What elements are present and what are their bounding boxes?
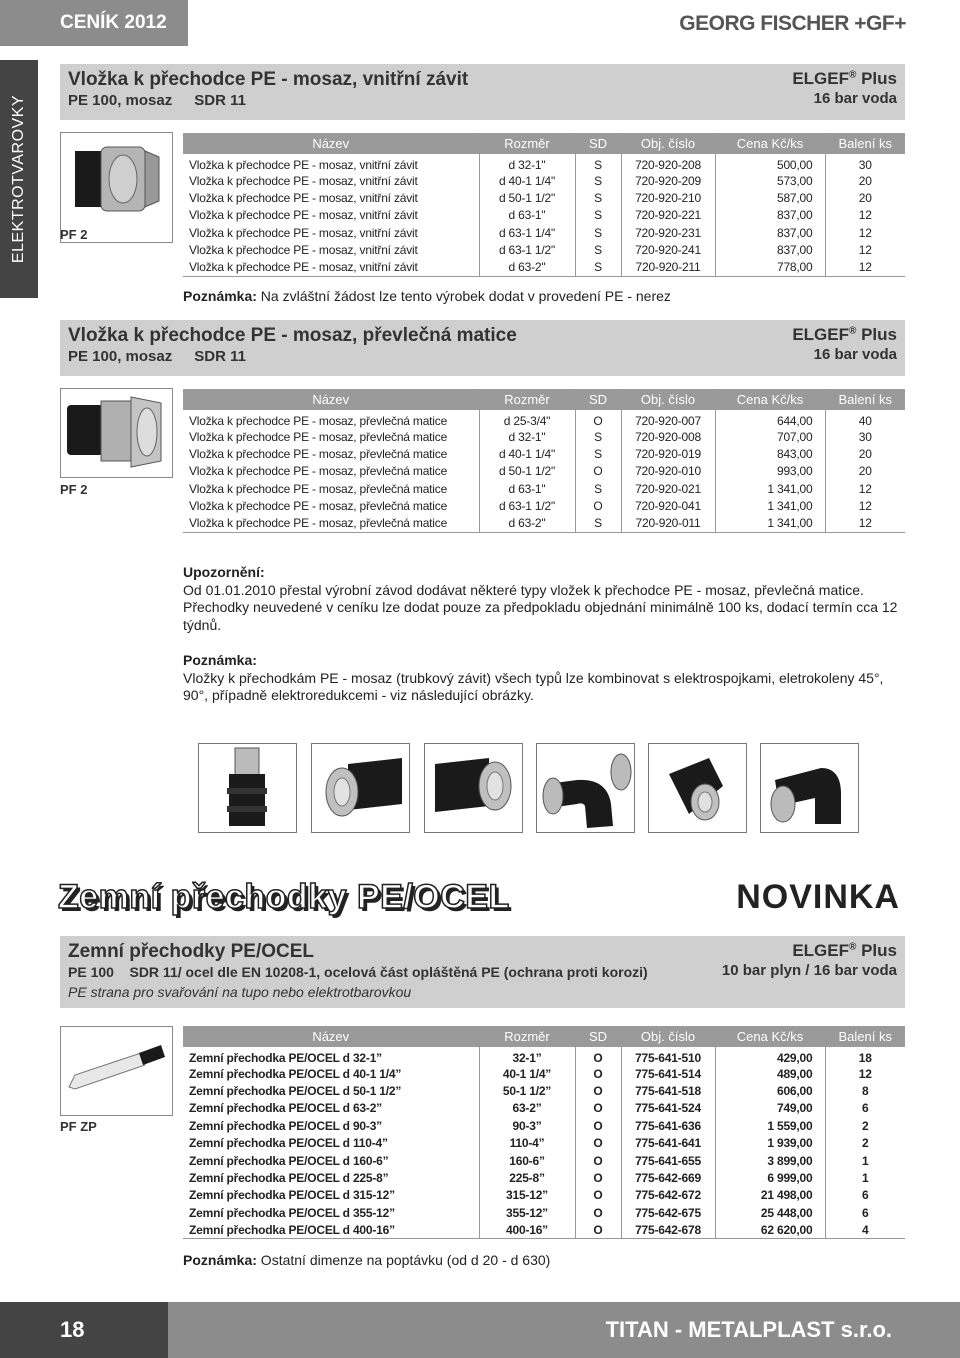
cell-name: Vložka k přechodce PE - mosaz, převlečná matice <box>189 414 448 428</box>
cell-size: d 25-3/4" <box>479 410 575 428</box>
cell-pack: 20 <box>825 445 905 462</box>
cell-name: Vložka k přechodce PE - mosaz, převlečná matice <box>189 516 448 531</box>
table-row <box>183 207 905 224</box>
cell-sd: S <box>575 445 621 462</box>
brand-logo-text: GEORG FISCHER +GF+ <box>679 12 906 35</box>
cell-size: 160-6” <box>479 1152 575 1169</box>
table-row <box>183 410 905 428</box>
cell-price: 606,00 <box>715 1082 825 1099</box>
cell-order-no: 775-642-678 <box>621 1222 715 1239</box>
table-row <box>183 1187 905 1204</box>
table-header-row <box>183 1026 905 1047</box>
pf-code: PF ZP <box>60 1119 97 1134</box>
section-header-1 <box>60 64 905 120</box>
col-pack: Balení ks <box>825 133 905 154</box>
cell-size: 50-1 1/2” <box>479 1082 575 1099</box>
cell-name: Zemní přechodka PE/OCEL d 160-6” <box>189 1153 389 1168</box>
pressure-label: 16 bar voda <box>813 346 897 363</box>
cell-pack: 8 <box>825 1082 905 1099</box>
cell-name: Vložka k přechodce PE - mosaz, převlečná matice <box>189 464 448 479</box>
cell-order-no: 720-920-211 <box>621 259 715 276</box>
table-row <box>183 1047 905 1065</box>
cell-pack: 30 <box>825 154 905 172</box>
cell-size: d 63-1" <box>479 480 575 497</box>
note-1: Poznámka: Na zvláštní žádost lze tento výrobek dodat v provedení PE - nerez <box>183 288 671 304</box>
cell-pack: 6 <box>825 1100 905 1117</box>
cell-order-no: 775-641-518 <box>621 1082 715 1099</box>
cell-size: d 32-1" <box>479 154 575 172</box>
note-2-block <box>183 652 903 705</box>
table-row <box>183 498 905 515</box>
col-sd: SD <box>575 1026 621 1047</box>
warning-text: Od 01.01.2010 přestal výrobní závod dodávat některé typy vložek k přechodce PE - mosaz, převlečná matice. Přechodky neuvedené v ceníku lze dodat pouze za předpokladu objednání minimálně 100 ks, dodací termín cca 12 týdnů. <box>183 581 898 633</box>
cell-pack: 12 <box>825 515 905 532</box>
table-row <box>183 1135 905 1152</box>
cell-size: 315-12” <box>479 1187 575 1204</box>
col-order-no: Obj. číslo <box>621 389 715 410</box>
cell-order-no: 720-920-231 <box>621 224 715 241</box>
col-size: Rozměr <box>479 389 575 410</box>
cell-price: 3 899,00 <box>715 1152 825 1169</box>
cell-pack: 40 <box>825 410 905 428</box>
new-badge: NOVINKA <box>736 878 900 916</box>
elgef-plus-label: ELGEF® Plus <box>792 69 897 88</box>
cell-order-no: 775-642-672 <box>621 1187 715 1204</box>
cell-price: 993,00 <box>715 463 825 480</box>
section-title: Vložka k přechodce PE - mosaz, vnitřní závit <box>68 69 469 90</box>
cell-name: Vložka k přechodce PE - mosaz, vnitřní závit <box>189 208 418 223</box>
col-name: Název <box>183 1026 479 1047</box>
table-row <box>183 428 905 445</box>
cell-price: 62 620,00 <box>715 1222 825 1239</box>
cell-pack: 12 <box>825 259 905 276</box>
section-title: Vložka k přechodce PE - mosaz, převlečná matice <box>68 325 517 346</box>
cell-order-no: 720-920-210 <box>621 189 715 206</box>
category-label: ELEKTROTVAROVKY <box>10 94 27 264</box>
section-title: Zemní přechodky PE/OCEL <box>68 941 314 962</box>
cell-name: Vložka k přechodce PE - mosaz, vnitřní závit <box>189 191 418 206</box>
cell-pack: 4 <box>825 1222 905 1239</box>
thumb-electro-coupling-vertical <box>198 743 297 833</box>
cell-price: 843,00 <box>715 445 825 462</box>
cell-pack: 12 <box>825 207 905 224</box>
cell-size: d 32-1" <box>479 428 575 445</box>
cell-price: 573,00 <box>715 172 825 189</box>
note-label: Poznámka: <box>183 652 257 668</box>
table-row <box>183 224 905 241</box>
cell-size: d 50-1 1/2" <box>479 463 575 480</box>
cell-pack: 6 <box>825 1204 905 1221</box>
cell-pack: 6 <box>825 1187 905 1204</box>
cell-name: Vložka k přechodce PE - mosaz, převlečná matice <box>189 499 448 514</box>
table-row <box>183 1100 905 1117</box>
table-row <box>183 1222 905 1239</box>
cell-size: d 40-1 1/4" <box>479 172 575 189</box>
cell-size: d 63-2" <box>479 515 575 532</box>
cell-price: 837,00 <box>715 224 825 241</box>
thumb-electro-coupling-thread <box>424 743 523 833</box>
cell-order-no: 720-920-041 <box>621 498 715 515</box>
cell-pack: 2 <box>825 1135 905 1152</box>
elgef-plus-label: ELGEF® Plus <box>792 941 897 960</box>
cell-price: 587,00 <box>715 189 825 206</box>
table-row <box>183 172 905 189</box>
cell-sd: S <box>575 428 621 445</box>
cell-pack: 12 <box>825 242 905 259</box>
cell-size: d 50-1 1/2" <box>479 189 575 206</box>
cell-order-no: 720-920-010 <box>621 463 715 480</box>
price-table-3 <box>183 1026 905 1239</box>
cell-price: 1 341,00 <box>715 515 825 532</box>
section-header-2 <box>60 320 905 376</box>
table-row <box>183 242 905 259</box>
cell-price: 25 448,00 <box>715 1204 825 1221</box>
cell-pack: 1 <box>825 1152 905 1169</box>
cell-sd: O <box>575 1152 621 1169</box>
table-row <box>183 1065 905 1082</box>
cell-name: Zemní přechodka PE/OCEL d 400-16” <box>189 1222 395 1237</box>
pressure-label: 16 bar voda <box>813 90 897 107</box>
cell-size: 40-1 1/4” <box>479 1065 575 1082</box>
footer-bar <box>0 1302 960 1358</box>
category-side-tab <box>0 60 38 298</box>
cell-name: Vložka k přechodce PE - mosaz, vnitřní závit <box>189 225 418 240</box>
table-header-row <box>183 389 905 410</box>
cell-price: 429,00 <box>715 1047 825 1065</box>
cell-sd: O <box>575 1204 621 1221</box>
cell-name: Vložka k přechodce PE - mosaz, vnitřní závit <box>189 158 418 172</box>
cell-name: Zemní přechodka PE/OCEL d 315-12” <box>189 1188 395 1203</box>
cell-price: 500,00 <box>715 154 825 172</box>
page-number: 18 <box>0 1302 168 1358</box>
table-row <box>183 1082 905 1099</box>
cell-pack: 20 <box>825 463 905 480</box>
table-row <box>183 1152 905 1169</box>
section-header-3 <box>60 936 905 1008</box>
col-name: Název <box>183 389 479 410</box>
pf-code: PF 2 <box>60 227 88 242</box>
cell-name: Zemní přechodka PE/OCEL d 110-4” <box>189 1136 388 1151</box>
cell-order-no: 775-641-524 <box>621 1100 715 1117</box>
cell-price: 778,00 <box>715 259 825 276</box>
cell-price: 837,00 <box>715 242 825 259</box>
table-row <box>183 1169 905 1186</box>
cell-sd: O <box>575 1047 621 1065</box>
col-pack: Balení ks <box>825 1026 905 1047</box>
cell-order-no: 775-641-641 <box>621 1135 715 1152</box>
cell-name: Vložka k přechodce PE - mosaz, vnitřní závit <box>189 173 418 188</box>
table-row <box>183 480 905 497</box>
cell-pack: 12 <box>825 480 905 497</box>
cell-order-no: 720-920-011 <box>621 515 715 532</box>
cell-sd: S <box>575 259 621 276</box>
cell-price: 749,00 <box>715 1100 825 1117</box>
product-image-fitting-union-nut <box>60 388 173 478</box>
col-size: Rozměr <box>479 1026 575 1047</box>
cell-name: Vložka k přechodce PE - mosaz, převlečná matice <box>189 481 448 496</box>
cell-size: 90-3” <box>479 1117 575 1134</box>
cell-name: Zemní přechodka PE/OCEL d 32-1” <box>189 1051 382 1065</box>
cell-size: 32-1” <box>479 1047 575 1065</box>
pf-code: PF 2 <box>60 482 88 497</box>
cell-sd: S <box>575 480 621 497</box>
cell-order-no: 775-641-510 <box>621 1047 715 1065</box>
cell-name: Zemní přechodka PE/OCEL d 40-1 1/4” <box>189 1066 402 1081</box>
company-name: TITAN - METALPLAST s.r.o. <box>605 1317 892 1342</box>
col-size: Rozměr <box>479 133 575 154</box>
cell-pack: 18 <box>825 1047 905 1065</box>
cell-order-no: 720-920-021 <box>621 480 715 497</box>
table-row <box>183 463 905 480</box>
price-table-1 <box>183 133 905 277</box>
cell-pack: 2 <box>825 1117 905 1134</box>
section-subtitle: PE 100, mosaz SDR 11 <box>68 92 246 109</box>
col-pack: Balení ks <box>825 389 905 410</box>
cell-price: 21 498,00 <box>715 1187 825 1204</box>
cell-order-no: 720-920-008 <box>621 428 715 445</box>
note-3: Poznámka: Ostatní dimenze na poptávku (od d 20 - d 630) <box>183 1252 551 1268</box>
cell-name: Vložka k přechodce PE - mosaz, převlečná matice <box>189 429 448 444</box>
thumb-electro-coupling-nut <box>311 743 410 833</box>
cell-name: Zemní přechodka PE/OCEL d 63-2” <box>189 1101 382 1116</box>
cell-size: 63-2” <box>479 1100 575 1117</box>
cell-order-no: 775-642-675 <box>621 1204 715 1221</box>
section-subtitle-italic: PE strana pro svařování na tupo nebo elektrotbarovkou <box>68 984 412 1000</box>
warning-block <box>183 564 903 634</box>
table-header-row <box>183 133 905 154</box>
cell-name: Vložka k přechodce PE - mosaz, převlečná matice <box>189 447 448 462</box>
cell-pack: 20 <box>825 189 905 206</box>
cell-name: Zemní přechodka PE/OCEL d 50-1 1/2” <box>189 1084 402 1099</box>
cell-sd: O <box>575 1187 621 1204</box>
col-price: Cena Kč/ks <box>715 133 825 154</box>
cell-sd: O <box>575 1169 621 1186</box>
cell-order-no: 775-641-655 <box>621 1152 715 1169</box>
cell-sd: S <box>575 515 621 532</box>
table-row <box>183 259 905 276</box>
col-sd: SD <box>575 133 621 154</box>
cell-size: d 63-1 1/4" <box>479 224 575 241</box>
thumb-elbow-90-nut <box>760 743 859 833</box>
cell-pack: 12 <box>825 1065 905 1082</box>
elgef-plus-label: ELGEF® Plus <box>792 325 897 344</box>
cell-price: 489,00 <box>715 1065 825 1082</box>
thumb-elbow-45-brass <box>648 743 747 833</box>
cell-sd: O <box>575 410 621 428</box>
cell-pack: 1 <box>825 1169 905 1186</box>
cell-order-no: 775-641-514 <box>621 1065 715 1082</box>
cell-sd: O <box>575 498 621 515</box>
cell-order-no: 775-641-636 <box>621 1117 715 1134</box>
cell-order-no: 720-920-209 <box>621 172 715 189</box>
section-subtitle: PE 100 SDR 11/ ocel dle EN 10208-1, ocelová část opláštěná PE (ochrana proti korozi) <box>68 964 648 980</box>
cell-size: d 63-2" <box>479 259 575 276</box>
cell-sd: O <box>575 1117 621 1134</box>
col-price: Cena Kč/ks <box>715 1026 825 1047</box>
col-order-no: Obj. číslo <box>621 133 715 154</box>
top-bar <box>0 0 960 46</box>
cell-order-no: 720-920-221 <box>621 207 715 224</box>
cell-sd: S <box>575 242 621 259</box>
cell-pack: 30 <box>825 428 905 445</box>
cell-pack: 12 <box>825 498 905 515</box>
cell-sd: S <box>575 207 621 224</box>
cell-size: d 63-1 1/2" <box>479 498 575 515</box>
cell-pack: 12 <box>825 224 905 241</box>
col-price: Cena Kč/ks <box>715 389 825 410</box>
cell-name: Zemní přechodka PE/OCEL d 225-8” <box>189 1171 389 1186</box>
cell-sd: S <box>575 154 621 172</box>
cell-size: 400-16” <box>479 1222 575 1239</box>
cell-sd: O <box>575 1065 621 1082</box>
cell-name: Vložka k přechodce PE - mosaz, vnitřní závit <box>189 260 418 275</box>
cell-sd: O <box>575 1100 621 1117</box>
cell-order-no: 720-920-019 <box>621 445 715 462</box>
cell-sd: O <box>575 1222 621 1239</box>
warning-label: Upozornění: <box>183 564 265 580</box>
product-image-ground-transition <box>60 1026 173 1116</box>
cell-name: Zemní přechodka PE/OCEL d 90-3” <box>189 1118 382 1133</box>
cell-size: d 63-1" <box>479 207 575 224</box>
cell-sd: S <box>575 189 621 206</box>
cell-size: d 40-1 1/4" <box>479 445 575 462</box>
price-table-2 <box>183 389 905 533</box>
cell-name: Zemní přechodka PE/OCEL d 355-12” <box>189 1205 395 1220</box>
cell-price: 707,00 <box>715 428 825 445</box>
cell-sd: O <box>575 1135 621 1152</box>
cell-sd: S <box>575 172 621 189</box>
cell-name: Vložka k přechodce PE - mosaz, vnitřní závit <box>189 243 418 258</box>
cell-order-no: 720-920-241 <box>621 242 715 259</box>
cell-price: 6 999,00 <box>715 1169 825 1186</box>
pricelist-year-label: CENÍK 2012 <box>0 0 188 46</box>
table-row <box>183 154 905 172</box>
table-row <box>183 1204 905 1221</box>
table-row <box>183 189 905 206</box>
cell-price: 1 341,00 <box>715 498 825 515</box>
cell-order-no: 720-920-007 <box>621 410 715 428</box>
cell-price: 1 341,00 <box>715 480 825 497</box>
cell-sd: O <box>575 1082 621 1099</box>
cell-sd: O <box>575 463 621 480</box>
pressure-label: 10 bar plyn / 16 bar voda <box>721 962 897 979</box>
cell-price: 644,00 <box>715 410 825 428</box>
table-row <box>183 445 905 462</box>
note-text: Vložky k přechodkám PE - mosaz (trubkový závit) všech typů lze kombinovat s elektrospojkami, eletrokoleny 45°, 90°, případně elektroredukcemi - viz následující obrázky. <box>183 669 884 703</box>
cell-pack: 20 <box>825 172 905 189</box>
banner-title: Zemní přechodky PE/OCEL <box>58 878 510 916</box>
cell-size: d 63-1 1/2" <box>479 242 575 259</box>
cell-size: 225-8” <box>479 1169 575 1186</box>
section-subtitle: PE 100, mosaz SDR 11 <box>68 348 246 365</box>
table-row <box>183 515 905 532</box>
cell-order-no: 775-642-669 <box>621 1169 715 1186</box>
cell-size: 355-12” <box>479 1204 575 1221</box>
cell-sd: S <box>575 224 621 241</box>
cell-price: 837,00 <box>715 207 825 224</box>
col-order-no: Obj. číslo <box>621 1026 715 1047</box>
cell-price: 1 559,00 <box>715 1117 825 1134</box>
col-name: Název <box>183 133 479 154</box>
thumb-elbow-90-brass <box>536 743 635 833</box>
table-row <box>183 1117 905 1134</box>
cell-price: 1 939,00 <box>715 1135 825 1152</box>
col-sd: SD <box>575 389 621 410</box>
cell-order-no: 720-920-208 <box>621 154 715 172</box>
cell-size: 110-4” <box>479 1135 575 1152</box>
